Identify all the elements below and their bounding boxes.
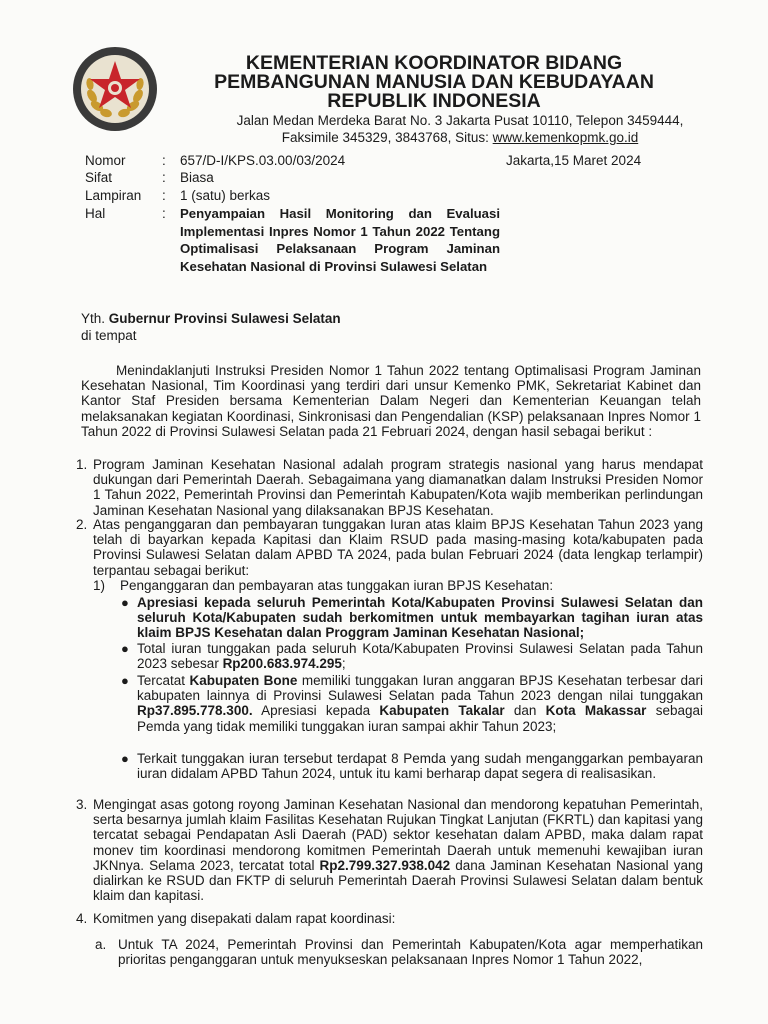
point-3-number: 3. [76, 797, 88, 812]
recipient-place: di tempat [81, 328, 137, 343]
address-line: Jalan Medan Merdeka Barat No. 3 Jakarta Pusat 10110, Telepon 3459444, [236, 113, 684, 128]
sub-a-letter: a. [95, 937, 107, 952]
bullet-3-takalar: Kabupaten Takalar [379, 703, 505, 719]
point-4-number: 4. [76, 911, 88, 926]
header-ministry-line1: KEMENTERIAN KOORDINATOR BIDANG [245, 52, 623, 74]
hal-value: Penyampaian Hasil Monitoring dan Evaluasi Implementasi Inpres Nomor 1 Tahun 2022 Tentang Optimalisasi Pelaksanaan Program Jaminan Kesehatan Nasional di Provinsi Sulawesi Selatan [180, 206, 500, 274]
sifat-label: Sifat [85, 170, 113, 185]
bullet-3-part-e: sebagai Pemda yang tidak memiliki tunggakan iuran sampai akhir Tahun 2023; [137, 703, 703, 734]
nomor-value: 657/D-I/KPS.03.00/03/2024 [180, 153, 346, 168]
bullet-3-dot: ● [121, 673, 129, 688]
nomor-label: Nomor [85, 153, 126, 168]
header-ministry-line2: PEMBANGUNAN MANUSIA DAN KEBUDAYAAN [214, 71, 654, 93]
bullet-1-text: Apresiasi kepada seluruh Pemerintah Kota/Kabupaten Provinsi Sulawesi Selatan dan seluruh Kota/Kabupaten sudah berkomitmen untuk membayarkan tagihan iuran atas klaim BPJS Kesehatan dalan Proggram Jaminan Kesehatan Nasional; [137, 595, 703, 641]
header-address [160, 112, 760, 146]
point-4-text: Komitmen yang disepakati dalam rapat koordinasi: [93, 911, 396, 926]
bullet-2-end: ; [341, 656, 346, 672]
recipient-line [81, 311, 341, 326]
point-3-part-b: dana Jaminan Kesehatan Nasional yang dialirkan ke RSUD dan FKTP di seluruh Pemerintah Daerah Provinsi Sulawesi Selatan dalam bentuk klaim dan kapitasi. [93, 857, 703, 904]
point-2-text: Atas penganggaran dan pembayaran tunggakan Iuran atas klaim BPJS Kesehatan Tahun 2023 yang telah di bayarkan kepada Kapitasi dan Klaim RSUD pada masing-masing kota/kabupaten pada Provinsi Sulawesi Selatan dalam APBD TA 2024, pada bulan Februari 2024 (data lengkap terlampir) terpantau sebagai berikut: [93, 517, 703, 578]
sub-1-number: 1) [93, 578, 106, 593]
recipient-prefix: Yth. [81, 311, 109, 326]
sifat-colon: : [162, 170, 166, 185]
nomor-colon: : [162, 153, 166, 168]
letter-date: Jakarta,15 Maret 2024 [506, 153, 642, 168]
sifat-value: Biasa [180, 170, 214, 185]
bullet-3-text [137, 673, 703, 734]
bullet-3-part-c: Apresiasi kepada [252, 703, 380, 719]
bullet-2-text [137, 641, 703, 671]
bullet-3-makassar: Kota Makassar [545, 703, 647, 719]
point-3-part-a: Mengingat asas gotong royong Jaminan Kesehatan Nasional dan mendorong kepatuhan Pemerintah, serta besarnya jumlah klaim Fasilitas Kesehatan Rujukan Tingkat Lanjutan (FKRTL) dan kapitasi yang tercatat sebagai Pendapatan Asli Daerah (PAD) sektor kesehatan dalam APBD, maka dalam rapat monev tim koordinasi mendorong komitmen Pemerintah Daerah untuk memenuhi kewajiban iuran JKNnya. Selama 2023, tercatat total [93, 797, 703, 873]
bullet-3-part-d: dan [504, 703, 546, 719]
intro-paragraph: Menindaklanjuti Instruksi Presiden Nomor 1 Tahun 2022 tentang Optimalisasi Program Jaminan Kesehatan Nasional, Tim Koordinasi yang terdiri dari unsur Kemenko PMK, Sekretariat Kabinet dan Kantor Staf Presiden bersama Kementerian Dalam Negeri dan Kementerian Keuangan telah melaksanakan kegiatan Koordinasi, Sinkronisasi dan Pengendalian (KSP) pelaksanaan Inpres Nomor 1 Tahun 2022 di Provinsi Sulawesi Selatan pada 21 Februari 2024, dengan hasil sebagai berikut : [81, 363, 701, 439]
website-link[interactable]: www.kemenkopmk.go.id [492, 130, 639, 145]
sub-a-text: Untuk TA 2024, Pemerintah Provinsi dan Pemerintah Kabupaten/Kota agar memperhatikan prioritas penganggaran untuk menyukseskan pelaksanaan Inpres Nomor 1 Tahun 2022, [118, 937, 703, 968]
lampiran-colon: : [162, 188, 166, 203]
bullet-2-dot: ● [121, 641, 129, 656]
bullet-3-bone: Kabupaten Bone [189, 673, 298, 688]
fax-line [160, 129, 760, 146]
lampiran-value: 1 (satu) berkas [180, 188, 271, 203]
bullet-3-part-a: Tercatat [137, 673, 190, 688]
bullet-3-amount: Rp37.895.778.300. [137, 703, 253, 719]
point-3-text [93, 797, 703, 903]
bullet-4-text: Terkait tunggakan iuran tersebut terdapat 8 Pemda yang sudah menganggarkan pembayaran iuran didalam APBD Tahun 2024, untuk itu kami berharap dapat segera di realisasikan. [137, 751, 703, 782]
point-3-amount: Rp2.799.327.938.042 [319, 857, 451, 873]
fax-text: Faksimile 345329, 3843768, Situs: [281, 130, 493, 145]
hal-label: Hal [85, 206, 106, 221]
bullet-4-dot: ● [121, 751, 129, 766]
bullet-2-amount: Rp200.683.974.295 [222, 656, 342, 672]
point-1-text: Program Jaminan Kesehatan Nasional adalah program strategis nasional yang harus mendapat dukungan dari Pemerintah Daerah. Sebagaimana yang diamanatkan dalam Instruksi Presiden Nomor 1 Tahun 2022, Pemerintah Provinsi dan Pemerintah Kabupaten/Kota wajib memberikan perlindungan Jaminan Kesehatan Nasional yang dilaksanakan BPJS Kesehatan. [93, 457, 703, 518]
recipient-name: Gubernur Provinsi Sulawesi Selatan [108, 311, 341, 326]
sub-1-text: Penganggaran dan pembayaran atas tunggakan iuran BPJS Kesehatan: [120, 578, 554, 593]
bullet-2-part: Total iuran tunggakan pada seluruh Kota/Kabupaten Provinsi Sulawesi Selatan pada Tahun 2023 sebesar [137, 641, 703, 672]
header-ministry-line3: REPUBLIK INDONESIA [327, 90, 541, 112]
lampiran-label: Lampiran [85, 188, 142, 203]
point-2-number: 2. [76, 517, 88, 532]
bullet-3-part-b: memiliki tunggakan Iuran anggaran BPJS Kesehatan terbesar dari kabupaten lainnya di Provinsi Sulawesi Selatan pada Tahun 2023 dengan nilai tunggakan [137, 673, 703, 704]
point-1-number: 1. [76, 457, 88, 472]
bullet-1-dot: ● [121, 595, 129, 610]
hal-colon: : [162, 206, 166, 221]
